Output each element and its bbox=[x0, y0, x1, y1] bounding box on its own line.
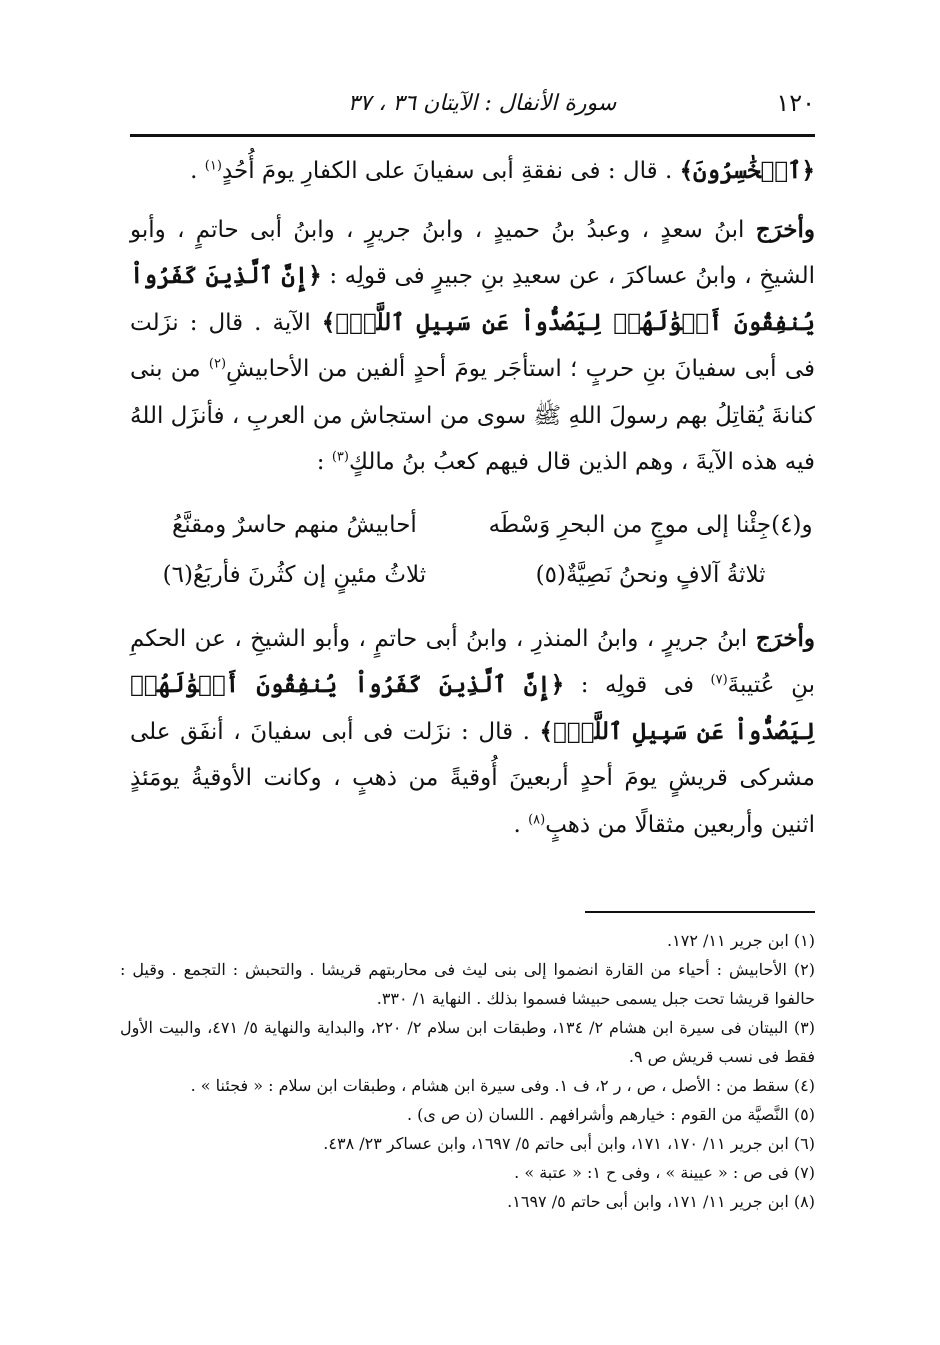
paragraph-text: ابنُ سعدٍ ، وعبدُ بنُ حميدٍ ، وابنُ جريرٍ ، وابنُ أبى حاتمٍ ، وأبو الشيخِ ، وابنُ عساكرَ ، عن سعيدِ بنِ جبيرٍ فى قولِه : bbox=[130, 216, 815, 289]
footnotes bbox=[120, 926, 815, 1216]
poem-verse bbox=[130, 500, 815, 550]
header-rule bbox=[130, 134, 815, 137]
footnote-3: (٣) البيتان فى سيرة ابن هشام ٢/ ١٣٤، وطبقات ابن سلام ٢/ ٢٢٠، والبداية والنهاية ٥/ ٤٧١، والبيت الأول فقط فى نسب قريش ص ٩. bbox=[120, 1018, 815, 1066]
footnote-2: (٢) الأحابيش : أحياء من القارة انضموا إلى بنى ليث فى محاربتهم قريشا . والتحبش : التجمع . وقيل : حالفوا قريشا تحت جبل يسمى حبيشا فسموا بذلك . النهاية ١/ ٣٣٠. bbox=[120, 960, 815, 1008]
quran-quote: ﴿إِنَّ ٱلَّذِينَ كَفَرُواْ يُنفِقُونَ أَمۡوَٰلَهُمۡ لِيَصُدُّواْ عَن سَبِيلِ ٱللَّهِۚ﴾ bbox=[130, 262, 815, 336]
footnote-6: (٦) ابن جرير ١١/ ١٧٠، ١٧١، وابن أبى حاتم ٥/ ١٦٩٧، وابن عساكر ٢٣/ ٤٣٨. bbox=[323, 1134, 815, 1153]
footnote-8: (٨) ابن جرير ١١/ ١٧١، وابن أبى حاتم ٥/ ١٦٩٧. bbox=[507, 1192, 815, 1211]
main-text bbox=[130, 148, 815, 848]
paragraph-3 bbox=[130, 616, 815, 849]
footnote-ref[interactable]: (٧) bbox=[710, 672, 728, 688]
footnote-ref[interactable]: (٢) bbox=[208, 356, 227, 372]
running-title: سورة الأنفال : الآيتان ٣٦ ، ٣٧ bbox=[347, 90, 617, 116]
narration-lead: وأخرَج bbox=[755, 624, 815, 652]
footnote-5: (٥) النَّصيَّة من القوم : خيارهم وأشرافهم . اللسان (ن ص ى) . bbox=[407, 1105, 815, 1124]
paragraph-text: فى قولِه : bbox=[564, 672, 711, 698]
paragraph-end: . bbox=[190, 158, 205, 184]
narration-lead: وأخرَج bbox=[755, 215, 815, 243]
footnote-ref[interactable]: (١) bbox=[204, 158, 222, 174]
paragraph-text: . قال : نزَلت فى أبى سفيانَ ، أنفَق على مشركى قريشٍ يومَ أحدٍ أربعينَ أُوقيةً من ذهبٍ ، وكانت الأوقيةُ يومَئذٍ اثنين وأربعين مثقالًا من ذهبٍ bbox=[130, 718, 815, 838]
footnote-ref[interactable]: (٣) bbox=[331, 449, 349, 465]
poem bbox=[130, 500, 815, 600]
poem-hemistich-second: أحابيشُ منهم حاسرٌ ومقنَّعُ bbox=[171, 511, 417, 538]
page-header bbox=[130, 82, 815, 124]
paragraph-text: . قال : فى نفقةِ أبى سفيانَ على الكفارِ يومَ أُحُدٍ bbox=[221, 158, 680, 184]
quran-quote: ﴿إِنَّ ٱلَّذِينَ كَفَرُواْ يُنفِقُونَ أَمۡوَٰلَهُمۡ لِيَصُدُّواْ عَن سَبِيلِ ٱللَّهِۚ﴾ bbox=[130, 671, 815, 745]
poem-hemistich-first: و(٤)جِئْنا إلى موجٍ من البحرِ وَسْطَه bbox=[488, 511, 813, 538]
footnote-4: (٤) سقط من : الأصل ، ص ، ر ٢، ف ١. وفى سيرة ابن هشام ، وطبقات ابن سلام : « فجئنا » . bbox=[190, 1076, 815, 1095]
paragraph-end: . bbox=[513, 811, 529, 838]
footnote-ref[interactable]: (٨) bbox=[528, 811, 546, 827]
poem-hemistich-first: ثلاثةُ آلافٍ ونحنُ نَصِيَّةٌ(٥) bbox=[535, 561, 766, 588]
paragraph-text: من بنى كنانةَ يُقاتِلُ بهم رسولَ اللهِ ﷺ سوى من استجاش من العربِ ، فأنزَل اللهُ فيه هذه الآيةَ ، وهم الذين قال فيهم كعبُ بنُ مالكٍ bbox=[130, 356, 815, 475]
paragraph-1 bbox=[130, 148, 815, 195]
poem-verse bbox=[130, 550, 815, 600]
paragraph-text: الآية . قال : نزَلت فى أبى سفيانَ بنِ حربٍ ؛ استأجَر يومَ أحدٍ ألفين من الأحابيشِ bbox=[130, 309, 815, 382]
poem-hemistich-second: ثلاثُ مئينٍ إن كثُرنَ فأربَعُ(٦) bbox=[162, 561, 427, 588]
quran-quote: ﴿ٱلۡخَٰسِرُونَ﴾ bbox=[679, 157, 815, 184]
footnote-7: (٧) فى ص : « عيينة » ، وفى ح ١: « عتبة » . bbox=[514, 1163, 815, 1182]
paragraph-end: : bbox=[316, 449, 332, 475]
page-number: ١٢٠ bbox=[776, 89, 815, 117]
paragraph-2 bbox=[130, 207, 815, 486]
footnote-rule bbox=[585, 911, 815, 913]
paragraph-text: ابنُ جريرٍ ، وابنُ المنذرِ ، وابنُ أبى حاتمٍ ، وأبو الشيخِ ، عن الحكمِ بنِ عُتيبةَ bbox=[130, 625, 815, 698]
footnote-1: (١) ابن جرير ١١/ ١٧٢. bbox=[667, 931, 815, 950]
